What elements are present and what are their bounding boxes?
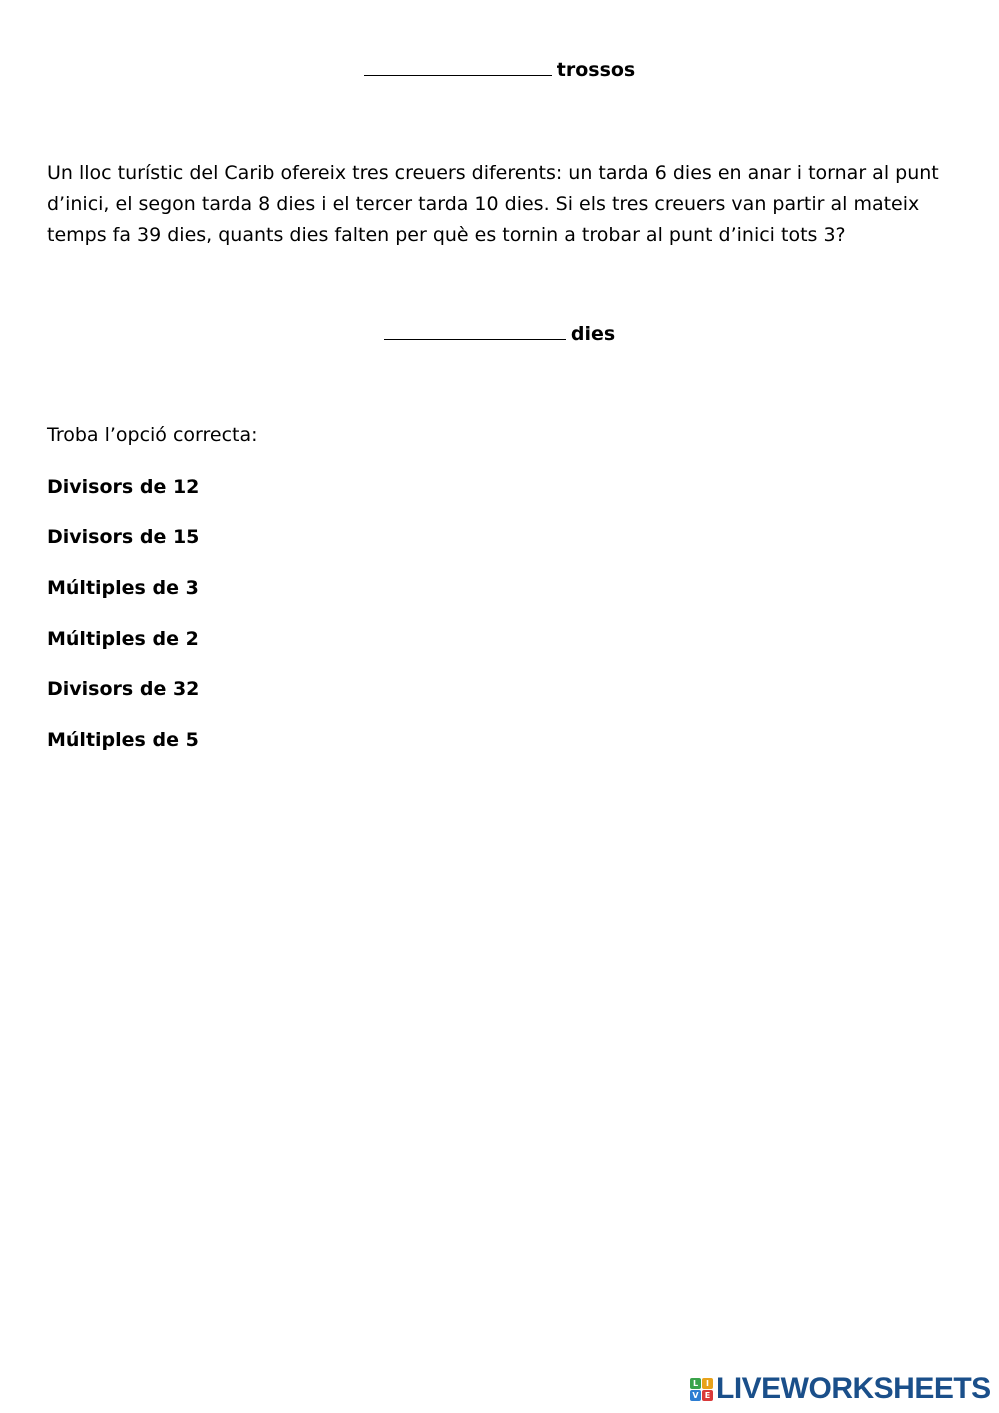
- liveworksheets-icon: [690, 1378, 713, 1401]
- logo-tile-i: I: [702, 1378, 713, 1389]
- answer-blank-1[interactable]: [364, 63, 552, 76]
- answer-unit-2: dies: [570, 323, 616, 345]
- option-multiples-3[interactable]: Múltiples de 3: [47, 577, 199, 599]
- option-divisors-12[interactable]: Divisors de 12: [47, 476, 200, 498]
- exercise-prompt: Troba l’opció correcta:: [47, 424, 258, 446]
- problem-statement: Un lloc turístic del Carib ofereix tres creuers diferents: un tarda 6 dies en anar i tornar al punt d’inici, el segon tarda 8 dies i el tercer tarda 10 dies. Si els tres creuers van partir al mateix temps fa 39 dies, quants dies falten per què es tornin a trobar al punt d’inici tots 3?: [47, 162, 939, 246]
- answer-blank-2[interactable]: [384, 327, 566, 340]
- answer-unit-1: trossos: [556, 59, 636, 81]
- option-divisors-15[interactable]: Divisors de 15: [47, 526, 200, 548]
- answer-line-dies: [0, 323, 999, 345]
- logo-text: LIVEWORKSHEETS: [716, 1372, 991, 1405]
- option-multiples-5[interactable]: Múltiples de 5: [47, 729, 199, 751]
- logo-tile-l: L: [690, 1378, 701, 1389]
- liveworksheets-logo: [690, 1372, 991, 1406]
- option-multiples-2[interactable]: Múltiples de 2: [47, 628, 199, 650]
- logo-tile-v: V: [690, 1390, 701, 1401]
- option-divisors-32[interactable]: Divisors de 32: [47, 678, 200, 700]
- logo-tile-e: E: [702, 1390, 713, 1401]
- answer-line-trossos: [0, 59, 999, 81]
